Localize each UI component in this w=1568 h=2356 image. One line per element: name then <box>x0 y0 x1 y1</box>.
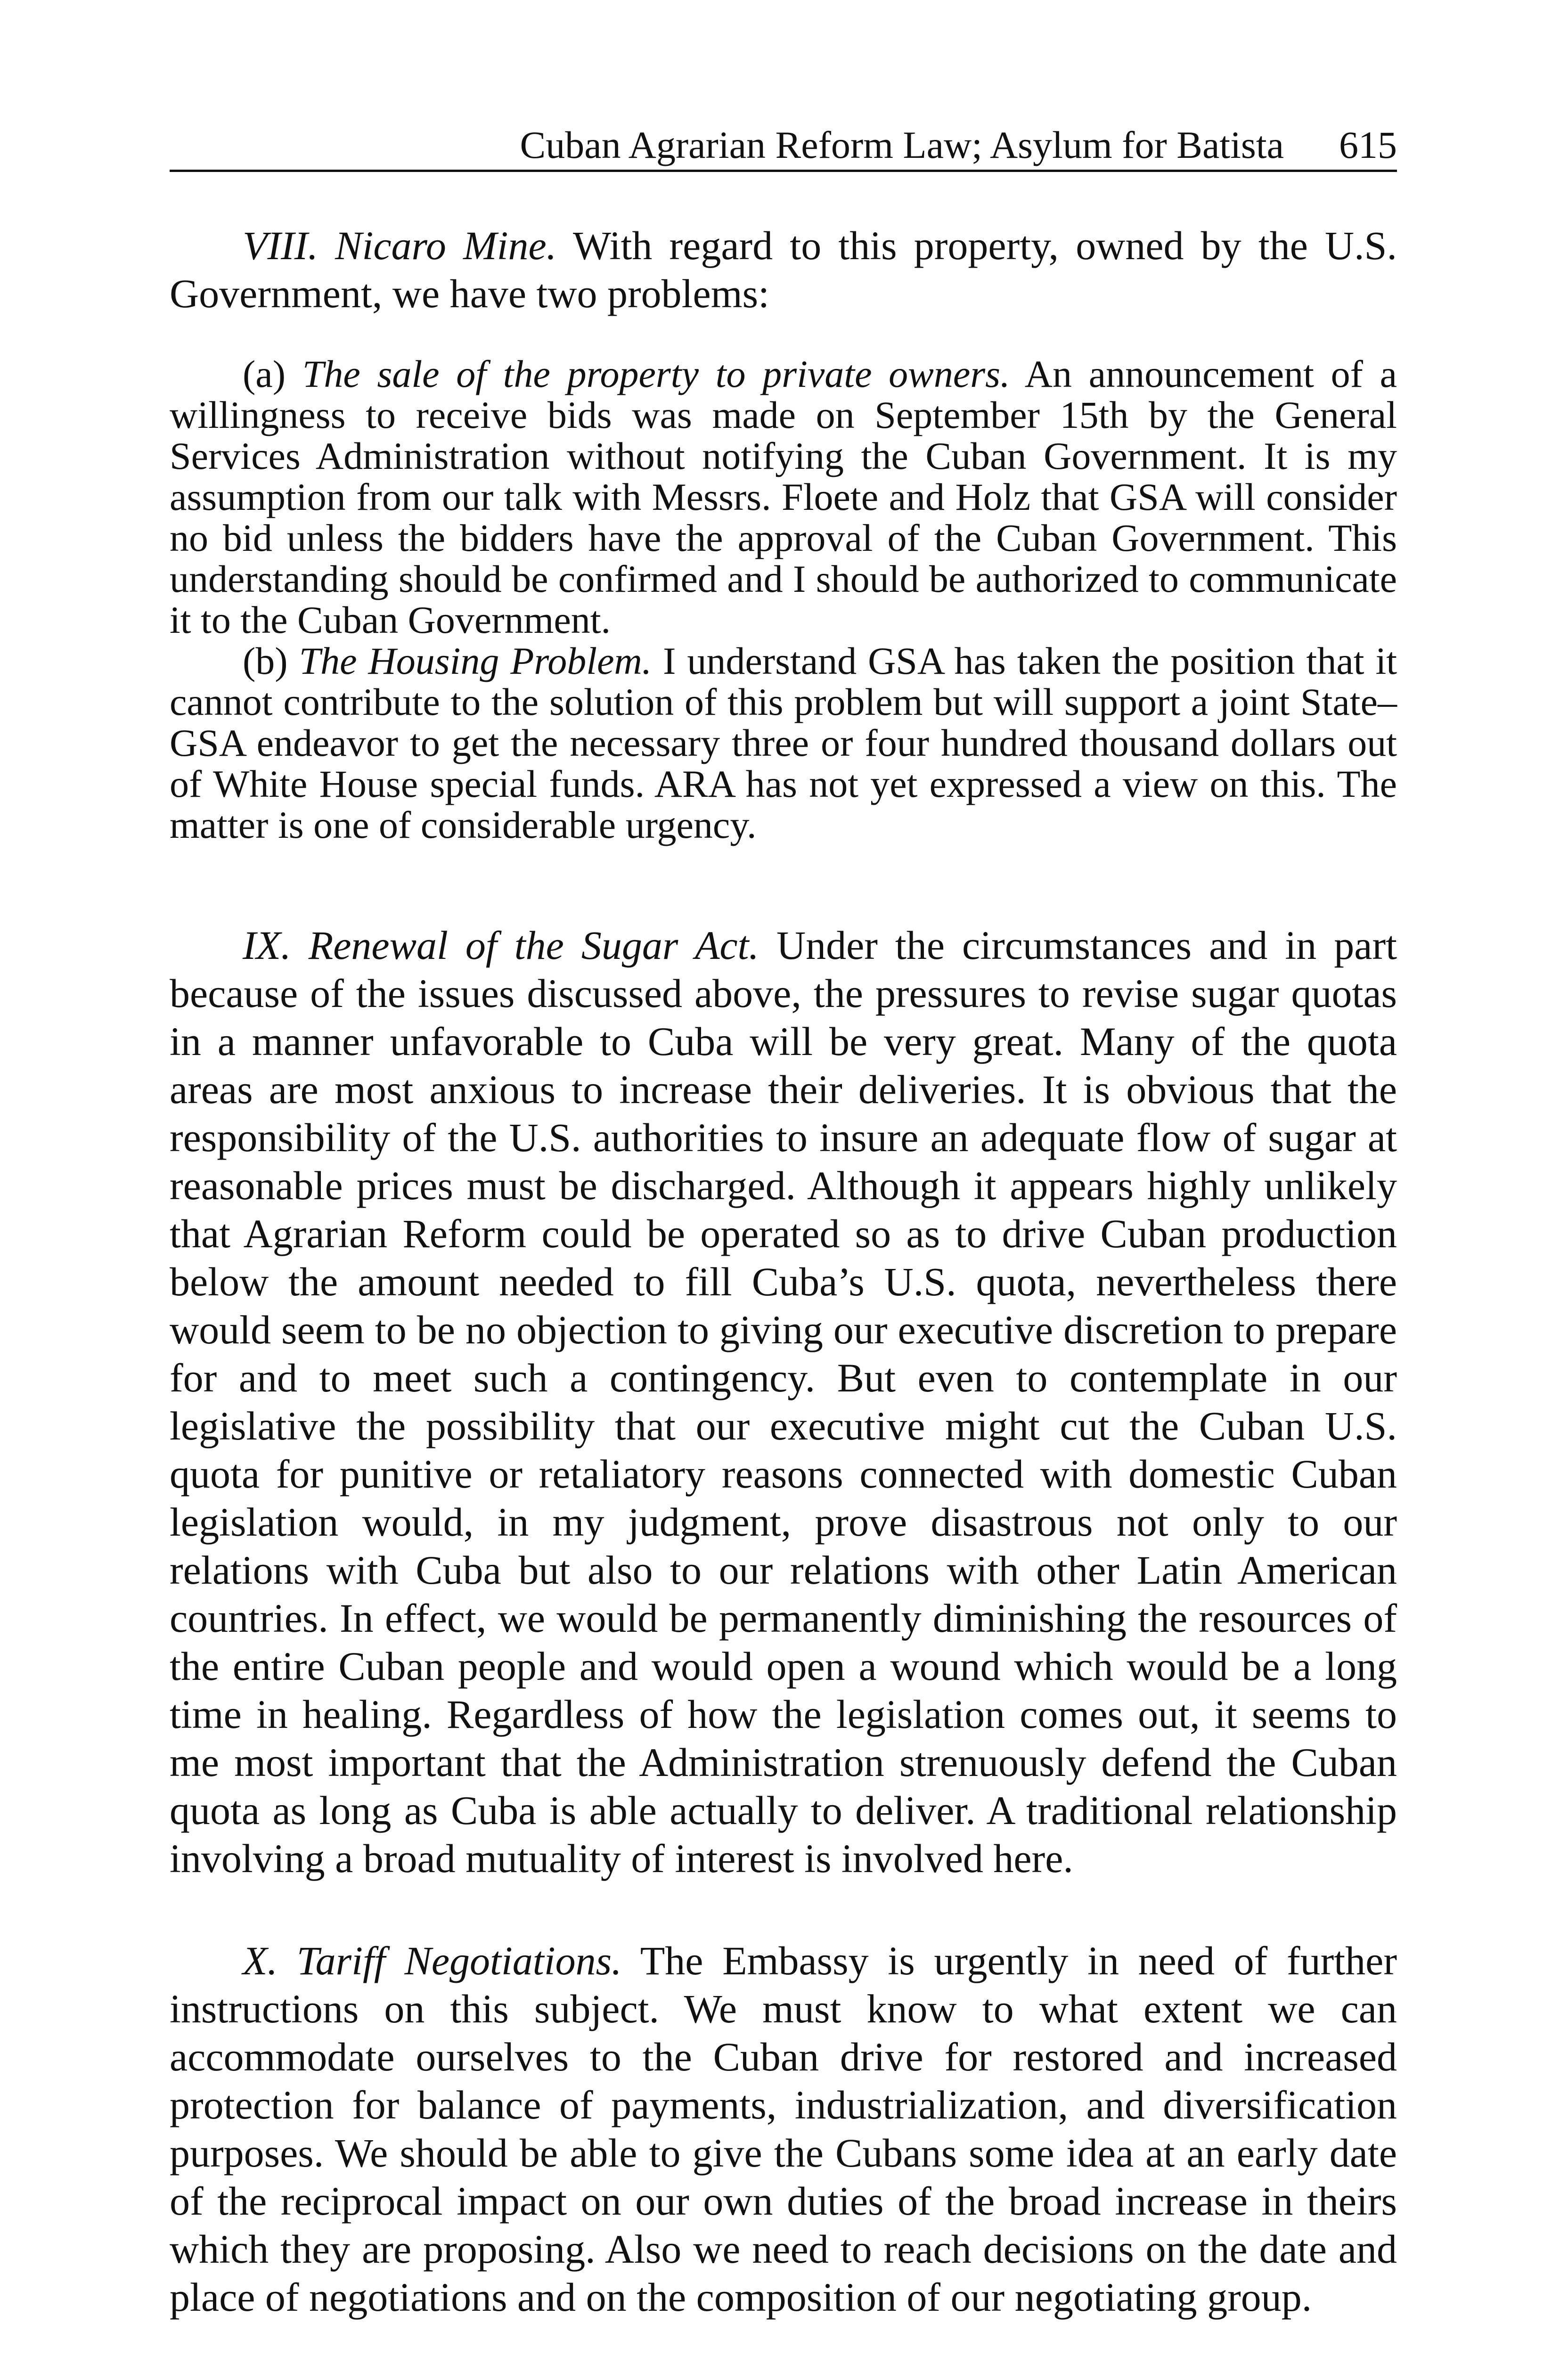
item-a-heading: The sale of the property to private owners. <box>302 352 1010 395</box>
item-b-paragraph <box>170 640 1397 845</box>
section-x-text: The Embassy is urgently in need of further instructions on this subject. We must know to what extent we can accommodate ourselves to the Cuban drive for restored and increased protection for balance of payments, industrialization, and diversification purposes. We should be able to give the Cubans some idea at an early date of the reciprocal impact on our own duties of the broad increase in theirs which they are proposing. Also we need to reach decisions on the date and place of negotiations and on the composition of our negotiating group. <box>170 1938 1397 2320</box>
running-head <box>170 120 1397 172</box>
section-ix-paragraph <box>170 921 1397 1882</box>
page-number: 615 <box>1339 123 1397 166</box>
item-b-heading: The Housing Problem. <box>299 639 652 682</box>
section-viii-intro-paragraph <box>170 221 1397 318</box>
section-ix-text: Under the circumstances and in part because of the issues discussed above, the pressures to revise sugar quotas in a manner unfavorable to Cuba will be very great. Many of the quota areas are most anxious to increase their deliveries. It is obvious that the responsibility of the U.S. authorities to insure an adequate flow of sugar at reasonable prices must be discharged. Although it appears highly unlikely that Agrarian Reform could be operated so as to drive Cuban production below the amount needed to fill Cuba’s U.S. quota, nevertheless there would seem to be no objection to giving our executive discretion to prepare for and to meet such a contingency. But even to contemplate in our legislative the possibility that our executive might cut the Cuban U.S. quota for punitive or retaliatory reasons connected with domestic Cuban legislation would, in my judgment, prove disastrous not only to our relations with Cuba but also to our relations with other Latin American countries. In effect, we would be permanently diminishing the resources of the entire Cuban people and would open a wound which would be a long time in healing. Regardless of how the legislation comes out, it seems to me most important that the Administration strenuously defend the Cuban quota as long as Cuba is able actually to deliver. A traditional relationship involving a broad mutuality of interest is involved here. <box>170 923 1397 1881</box>
section-viii-intro-text: With regard to this property, owned by the U.S. Government, we have two problems: <box>170 223 1397 316</box>
item-b-text: I understand GSA has taken the position that it cannot contribute to the solution of this problem but will support a joint State–GSA endeavor to get the necessary three or four hundred thousand dollars out of White House special funds. ARA has not yet expressed a view on this. The matter is one of considerable urgency. <box>170 639 1397 846</box>
item-a-text: An announcement of a willingness to receive bids was made on September 15th by the General Services Administration without notifying the Cuban Government. It is my assumption from our talk with Messrs. Floete and Holz that GSA will consider no bid unless the bidders have the approval of the Cuban Government. This understanding should be confirmed and I should be authorized to communicate it to the Cuban Government. <box>170 352 1397 641</box>
section-viii-items <box>170 353 1397 845</box>
section-ix <box>170 921 1397 1882</box>
document-page <box>170 0 1397 2356</box>
section-viii-heading: VIII. Nicaro Mine. <box>243 223 557 268</box>
section-ix-heading: IX. Renewal of the Sugar Act. <box>243 923 759 968</box>
section-x-paragraph <box>170 1937 1397 2321</box>
running-title: Cuban Agrarian Reform Law; Asylum for Batista <box>520 123 1284 166</box>
item-a-paragraph <box>170 353 1397 640</box>
section-viii-intro <box>170 221 1397 318</box>
section-x <box>170 1937 1397 2321</box>
item-b-label: (b) <box>243 639 288 682</box>
item-a-label: (a) <box>243 352 286 395</box>
section-x-heading: X. Tariff Negotiations. <box>243 1938 622 1983</box>
